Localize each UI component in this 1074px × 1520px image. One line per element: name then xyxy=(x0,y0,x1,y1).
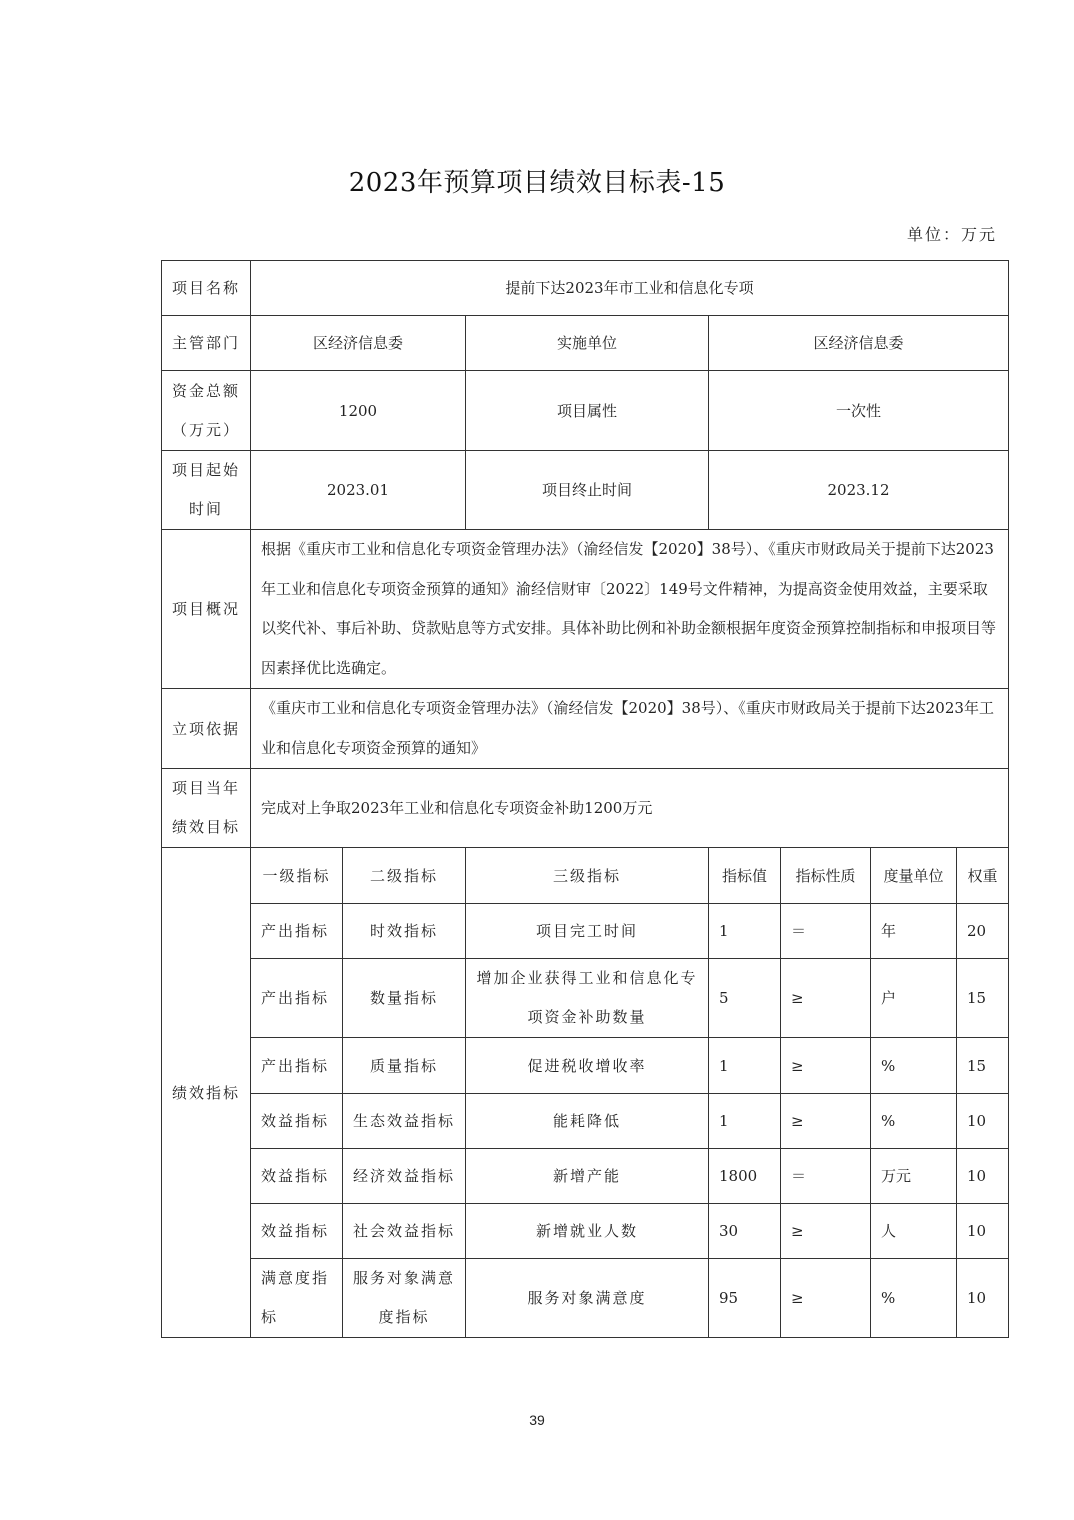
cell-weight: 10 xyxy=(957,1149,1009,1204)
cell-unit: 人 xyxy=(871,1204,957,1259)
project-name-label: 项目名称 xyxy=(162,261,251,316)
attr-label: 项目属性 xyxy=(466,371,709,451)
overview-text: 根据《重庆市工业和信息化专项资金管理办法》（渝经信发【2020】38号）、《重庆市财政局关于提前下达2023年工业和信息化专项资金预算的通知》渝经信财审〔2022〕149号文件精神，为提高资金使用效益，主要采取以奖代补、事后补助、贷款贴息等方式安排。具体补助比例和补助金额根据年度资金预算控制指标和申报项目等因素择优比选确定。 xyxy=(251,530,1009,689)
cell-unit: 万元 xyxy=(871,1149,957,1204)
cell-level1: 效益指标 xyxy=(251,1149,343,1204)
dept-label: 主管部门 xyxy=(162,316,251,371)
start-label: 项目起始时间 xyxy=(162,451,251,530)
header-level3: 三级指标 xyxy=(466,848,709,904)
cell-nature: ≥ xyxy=(781,959,871,1038)
table-row xyxy=(162,1149,1009,1204)
cell-unit: 户 xyxy=(871,959,957,1038)
header-weight: 权重 xyxy=(957,848,1009,904)
cell-weight: 15 xyxy=(957,1038,1009,1094)
dept-value: 区经济信息委 xyxy=(251,316,466,371)
cell-nature: ≥ xyxy=(781,1204,871,1259)
cell-nature: ≥ xyxy=(781,1038,871,1094)
cell-level2: 经济效益指标 xyxy=(343,1149,466,1204)
cell-level2: 生态效益指标 xyxy=(343,1094,466,1149)
goal-text: 完成对上争取2023年工业和信息化专项资金补助1200万元 xyxy=(251,769,1009,848)
cell-nature: ＝ xyxy=(781,904,871,959)
cell-level1: 产出指标 xyxy=(251,959,343,1038)
cell-level3: 新增就业人数 xyxy=(466,1204,709,1259)
basis-label: 立项依据 xyxy=(162,689,251,769)
cell-level1: 产出指标 xyxy=(251,904,343,959)
cell-unit: % xyxy=(871,1038,957,1094)
cell-level3: 促进税收增收率 xyxy=(466,1038,709,1094)
overview-label: 项目概况 xyxy=(162,530,251,689)
performance-target-table xyxy=(161,260,1009,1338)
cell-level3: 新增产能 xyxy=(466,1149,709,1204)
start-value: 2023.01 xyxy=(251,451,466,530)
cell-unit: % xyxy=(871,1094,957,1149)
cell-nature: ＝ xyxy=(781,1149,871,1204)
impl-value: 区经济信息委 xyxy=(709,316,1009,371)
header-value: 指标值 xyxy=(709,848,781,904)
cell-value: 30 xyxy=(709,1204,781,1259)
table-row xyxy=(162,1094,1009,1149)
perf-label: 绩效指标 xyxy=(162,848,251,1338)
header-level2: 二级指标 xyxy=(343,848,466,904)
cell-weight: 10 xyxy=(957,1259,1009,1338)
cell-level3: 能耗降低 xyxy=(466,1094,709,1149)
cell-level3: 项目完工时间 xyxy=(466,904,709,959)
cell-value: 1 xyxy=(709,1038,781,1094)
attr-value: 一次性 xyxy=(709,371,1009,451)
cell-weight: 10 xyxy=(957,1094,1009,1149)
page-number: 39 xyxy=(529,1412,545,1428)
cell-level1: 产出指标 xyxy=(251,1038,343,1094)
cell-value: 5 xyxy=(709,959,781,1038)
unit-label: 单位：万元 xyxy=(906,225,997,244)
cell-level1: 满意度指标 xyxy=(251,1259,343,1338)
cell-unit: % xyxy=(871,1259,957,1338)
cell-level1: 效益指标 xyxy=(251,1204,343,1259)
table-row xyxy=(162,1038,1009,1094)
impl-label: 实施单位 xyxy=(466,316,709,371)
cell-level2: 数量指标 xyxy=(343,959,466,1038)
cell-level2: 服务对象满意度指标 xyxy=(343,1259,466,1338)
goal-label: 项目当年绩效目标 xyxy=(162,769,251,848)
cell-weight: 20 xyxy=(957,904,1009,959)
cell-unit: 年 xyxy=(871,904,957,959)
table-row xyxy=(162,1259,1009,1338)
cell-level2: 质量指标 xyxy=(343,1038,466,1094)
cell-value: 1 xyxy=(709,904,781,959)
table-row xyxy=(162,1204,1009,1259)
end-value: 2023.12 xyxy=(709,451,1009,530)
cell-level1: 效益指标 xyxy=(251,1094,343,1149)
cell-level3: 增加企业获得工业和信息化专项资金补助数量 xyxy=(466,959,709,1038)
cell-nature: ≥ xyxy=(781,1094,871,1149)
basis-text: 《重庆市工业和信息化专项资金管理办法》（渝经信发【2020】38号）、《重庆市财政局关于提前下达2023年工业和信息化专项资金预算的通知》 xyxy=(251,689,1009,769)
header-level1: 一级指标 xyxy=(251,848,343,904)
cell-value: 95 xyxy=(709,1259,781,1338)
header-unit: 度量单位 xyxy=(871,848,957,904)
cell-nature: ≥ xyxy=(781,1259,871,1338)
end-label: 项目终止时间 xyxy=(466,451,709,530)
cell-value: 1800 xyxy=(709,1149,781,1204)
page-title: 2023年预算项目绩效目标表-15 xyxy=(348,168,726,198)
cell-weight: 15 xyxy=(957,959,1009,1038)
project-name-value: 提前下达2023年市工业和信息化专项 xyxy=(251,261,1009,316)
cell-weight: 10 xyxy=(957,1204,1009,1259)
table-row xyxy=(162,904,1009,959)
table-row xyxy=(162,959,1009,1038)
cell-level3: 服务对象满意度 xyxy=(466,1259,709,1338)
fund-label: 资金总额（万元） xyxy=(162,371,251,451)
cell-level2: 社会效益指标 xyxy=(343,1204,466,1259)
cell-value: 1 xyxy=(709,1094,781,1149)
cell-level2: 时效指标 xyxy=(343,904,466,959)
header-nature: 指标性质 xyxy=(781,848,871,904)
fund-value: 1200 xyxy=(251,371,466,451)
